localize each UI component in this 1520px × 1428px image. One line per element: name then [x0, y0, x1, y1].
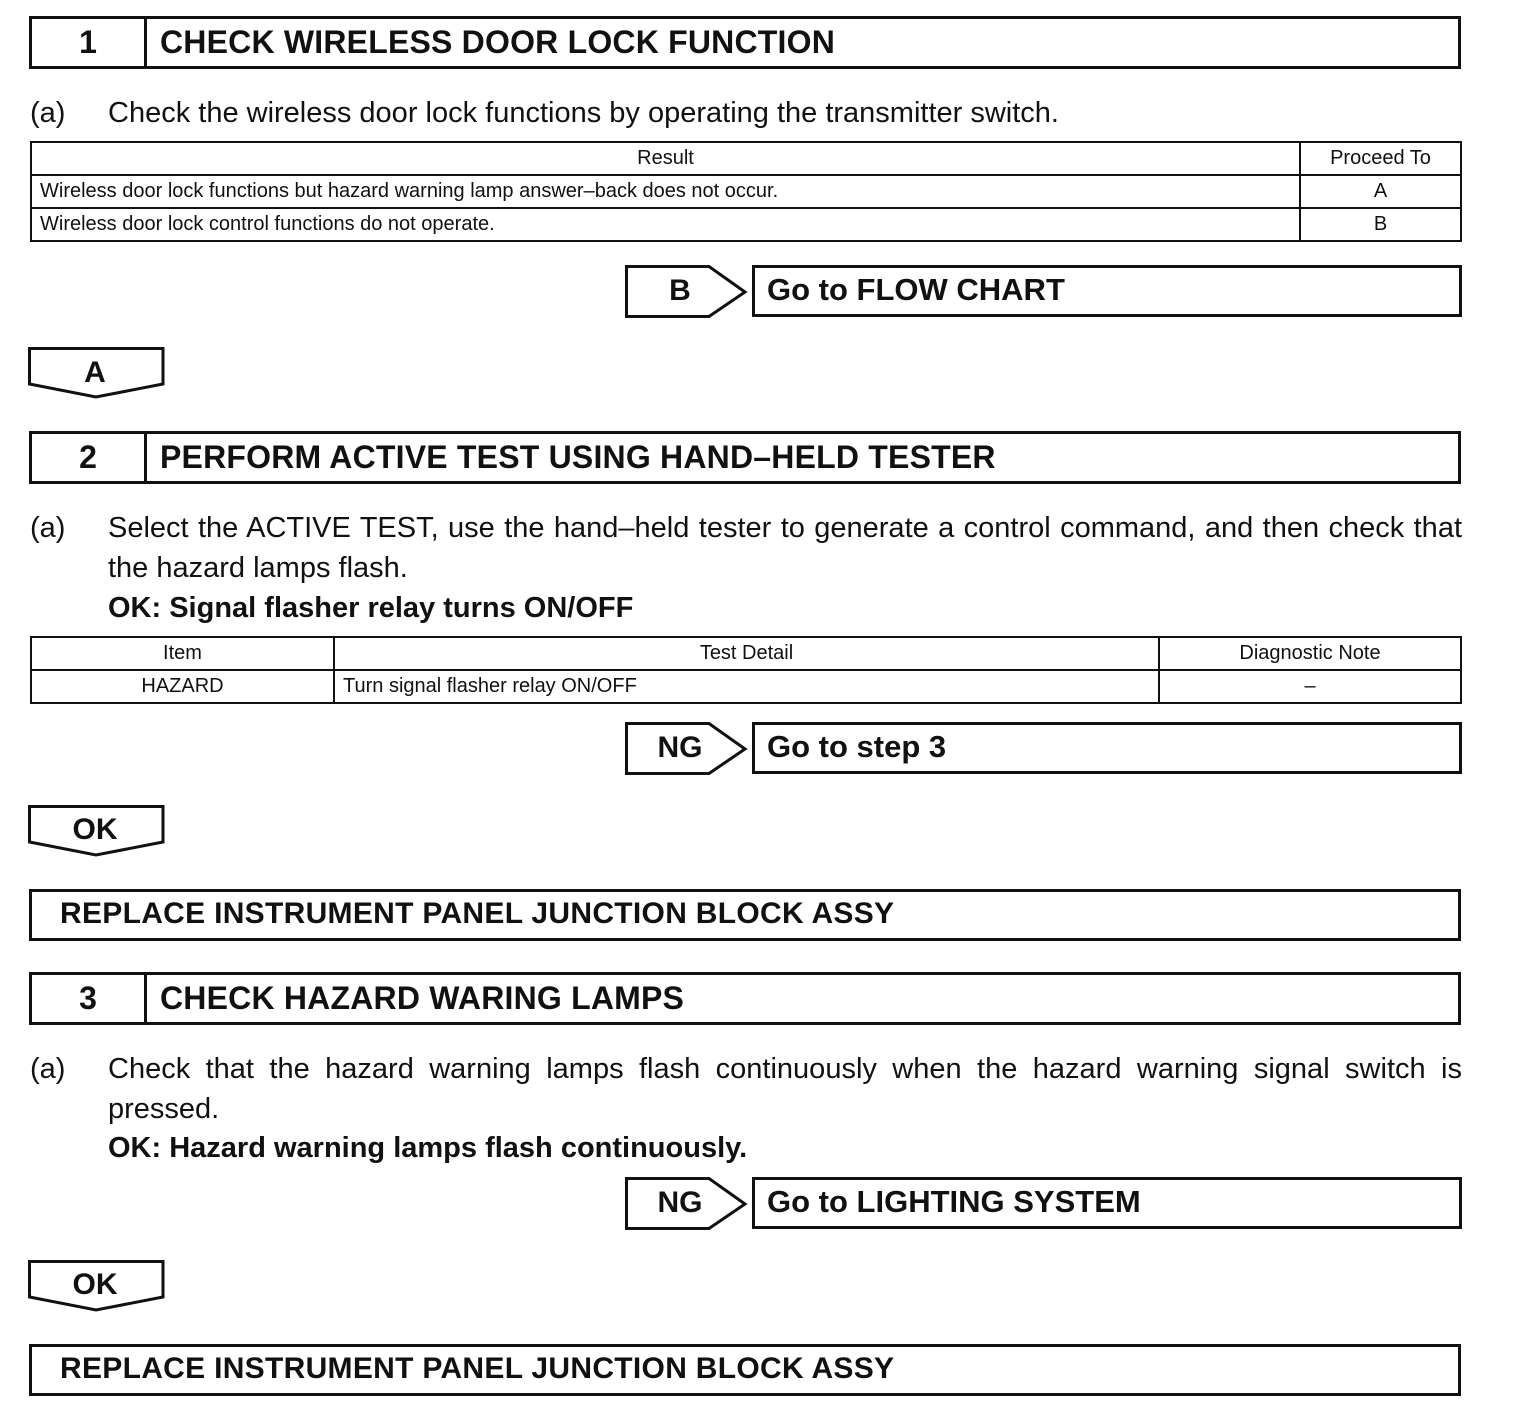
step-1-paragraph	[30, 93, 1462, 133]
step-1-goto-flow-chart[interactable]: Go to FLOW CHART	[752, 265, 1462, 317]
step-3-ok-condition: OK: Hazard warning lamps flash continuously.	[108, 1132, 748, 1164]
step-1-header	[29, 16, 1461, 69]
test-detail-cell: Turn signal flasher relay ON/OFF	[334, 670, 1159, 703]
step-2-branch-label: NG	[657, 731, 703, 764]
table-row	[31, 208, 1461, 241]
step-2-down-label: OK	[72, 813, 118, 846]
step-3-replace-action: REPLACE INSTRUMENT PANEL JUNCTION BLOCK ASSY	[29, 1344, 1461, 1396]
step-1-para-label: (a)	[30, 97, 66, 129]
step-1-result-table	[30, 141, 1462, 242]
step-3-title: CHECK HAZARD WARING LAMPS	[160, 980, 685, 1016]
step-3-goto-lighting-system[interactable]: Go to LIGHTING SYSTEM	[752, 1177, 1462, 1229]
step-3-number: 3	[32, 975, 147, 1022]
table-header-row	[31, 142, 1461, 175]
step-1-down-label: A	[84, 356, 106, 389]
proceed-cell: B	[1300, 208, 1461, 241]
step-3-branch-label: NG	[657, 1186, 703, 1219]
diagnostic-note-cell: –	[1159, 670, 1461, 703]
step-2-paragraph	[30, 508, 1462, 588]
step-2-active-test-table	[30, 636, 1462, 704]
proceed-cell: A	[1300, 175, 1461, 208]
step-2-number: 2	[32, 434, 147, 481]
step-3-paragraph	[30, 1049, 1462, 1129]
header-diagnostic-note: Diagnostic Note	[1159, 637, 1461, 670]
step-2-para-text: Select the ACTIVE TEST, use the hand–held tester to generate a control command, and then check that the hazard lamps flash.	[108, 512, 1462, 584]
step-2-para-label: (a)	[30, 512, 66, 544]
step-2-header	[29, 431, 1461, 484]
step-3-para-label: (a)	[30, 1053, 66, 1085]
item-cell: HAZARD	[31, 670, 334, 703]
step-3-header	[29, 972, 1461, 1025]
header-proceed-to: Proceed To	[1300, 142, 1461, 175]
step-2-replace-action: REPLACE INSTRUMENT PANEL JUNCTION BLOCK ASSY	[29, 889, 1461, 941]
step-2-title: PERFORM ACTIVE TEST USING HAND–HELD TESTER	[160, 439, 996, 475]
table-row	[31, 670, 1461, 703]
table-header-row	[31, 637, 1461, 670]
step-1-branch-label: B	[669, 274, 691, 307]
step-1-title: CHECK WIRELESS DOOR LOCK FUNCTION	[160, 24, 836, 60]
step-1-para-text: Check the wireless door lock functions by operating the transmitter switch.	[108, 97, 1059, 129]
step-2-goto-step-3[interactable]: Go to step 3	[752, 722, 1462, 774]
header-item: Item	[31, 637, 334, 670]
header-test-detail: Test Detail	[334, 637, 1159, 670]
result-cell: Wireless door lock functions but hazard warning lamp answer–back does not occur.	[31, 175, 1300, 208]
step-2-ok-condition: OK: Signal flasher relay turns ON/OFF	[108, 592, 634, 624]
table-row	[31, 175, 1461, 208]
step-1-number: 1	[32, 19, 147, 66]
header-result: Result	[31, 142, 1300, 175]
result-cell: Wireless door lock control functions do not operate.	[31, 208, 1300, 241]
step-3-down-label: OK	[72, 1268, 118, 1301]
step-3-para-text: Check that the hazard warning lamps flash continuously when the hazard warning signal switch is pressed.	[108, 1053, 1462, 1125]
